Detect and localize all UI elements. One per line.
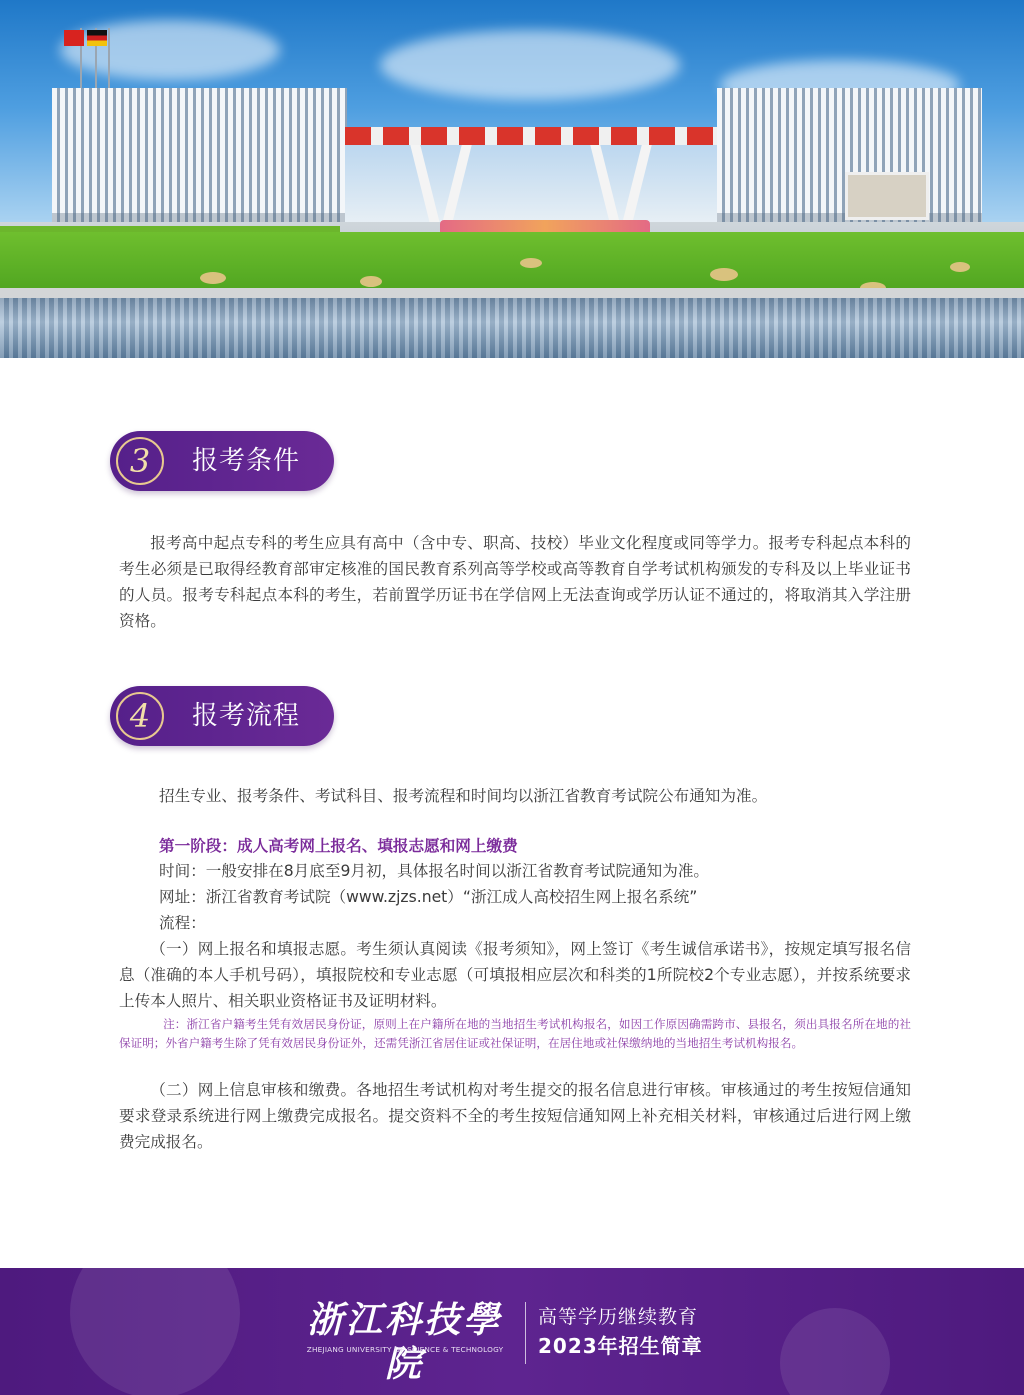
university-english-name: ZHEJIANG UNIVERSITY OF SCIENCE & TECHNOLOGY [306,1345,504,1354]
section-3-number: 3 [116,437,164,485]
campus-photo [0,0,1024,358]
university-logo-text: 浙江科技學院 [306,1299,502,1385]
stage-1-time: 时间：一般安排在8月底至9月初，具体报名时间以浙江省教育考试院通知为准。 [159,862,710,880]
footer-banner [0,1268,1024,1395]
section-4-number: 4 [116,692,164,740]
footer-divider [525,1302,526,1364]
section-3-body: 报考高中起点专科的考生应具有高中（含中专、职高、技校）毕业文化程度或同等学力。报考专科起点本科的考生必须是已取得经教育部审定核准的国民教育系列高等学校或高等教育自学考试机构颁发的专科及以上毕业证书的人员。报考专科起点本科的考生，若前置学历证书在学信网上无法查询或学历认证不通过的，将取消其入学注册资格。 [119,534,911,630]
section-3-title: 报考条件 [192,446,301,476]
section-4-intro: 招生专业、报考条件、考试科目、报考流程和时间均以浙江省教育考试院公布通知为准。 [159,787,768,805]
stage-1-step-1: （一）网上报名和填报志愿。考生须认真阅读《报考须知》，网上签订《考生诚信承诺书》，按规定填写报名信息（准确的本人手机号码），填报院校和专业志愿（可填报相应层次和科类的1所院校2个专业志愿），并按系统要求上传本人照片、相关职业资格证书及证明材料。 [119,940,911,1010]
footer-subtitle-guide: 2023年招生简章 [538,1334,703,1358]
section-4-header [110,686,334,746]
section-3-header [110,431,334,491]
stage-1-note: 注：浙江省户籍考生凭有效居民身份证，原则上在户籍所在地的当地招生考试机构报名，如因工作原因确需跨市、县报名，须出具报名所在地的社保证明；外省户籍考生除了凭有效居民身份证外，还需凭浙江省居住证或社保证明，在居住地或社保缴纳地的当地招生考试机构报名。 [119,1017,911,1050]
footer-subtitle-program: 高等学历继续教育 [538,1306,699,1328]
stage-1-step-2: （二）网上信息审核和缴费。各地招生考试机构对考生提交的报名信息进行审核。审核通过的考生按短信通知要求登录系统进行网上缴费完成报名。提交资料不全的考生按短信通知网上补充相关材料，审核通过后进行网上缴费完成报名。 [119,1081,911,1151]
stage-1-website: 网址：浙江省教育考试院（www.zjzs.net）“浙江成人高校招生网上报名系统” [159,888,698,906]
section-4-title: 报考流程 [192,701,301,731]
stage-1-process-label: 流程： [159,914,206,932]
stage-1-title: 第一阶段：成人高考网上报名、填报志愿和网上缴费 [159,837,518,855]
